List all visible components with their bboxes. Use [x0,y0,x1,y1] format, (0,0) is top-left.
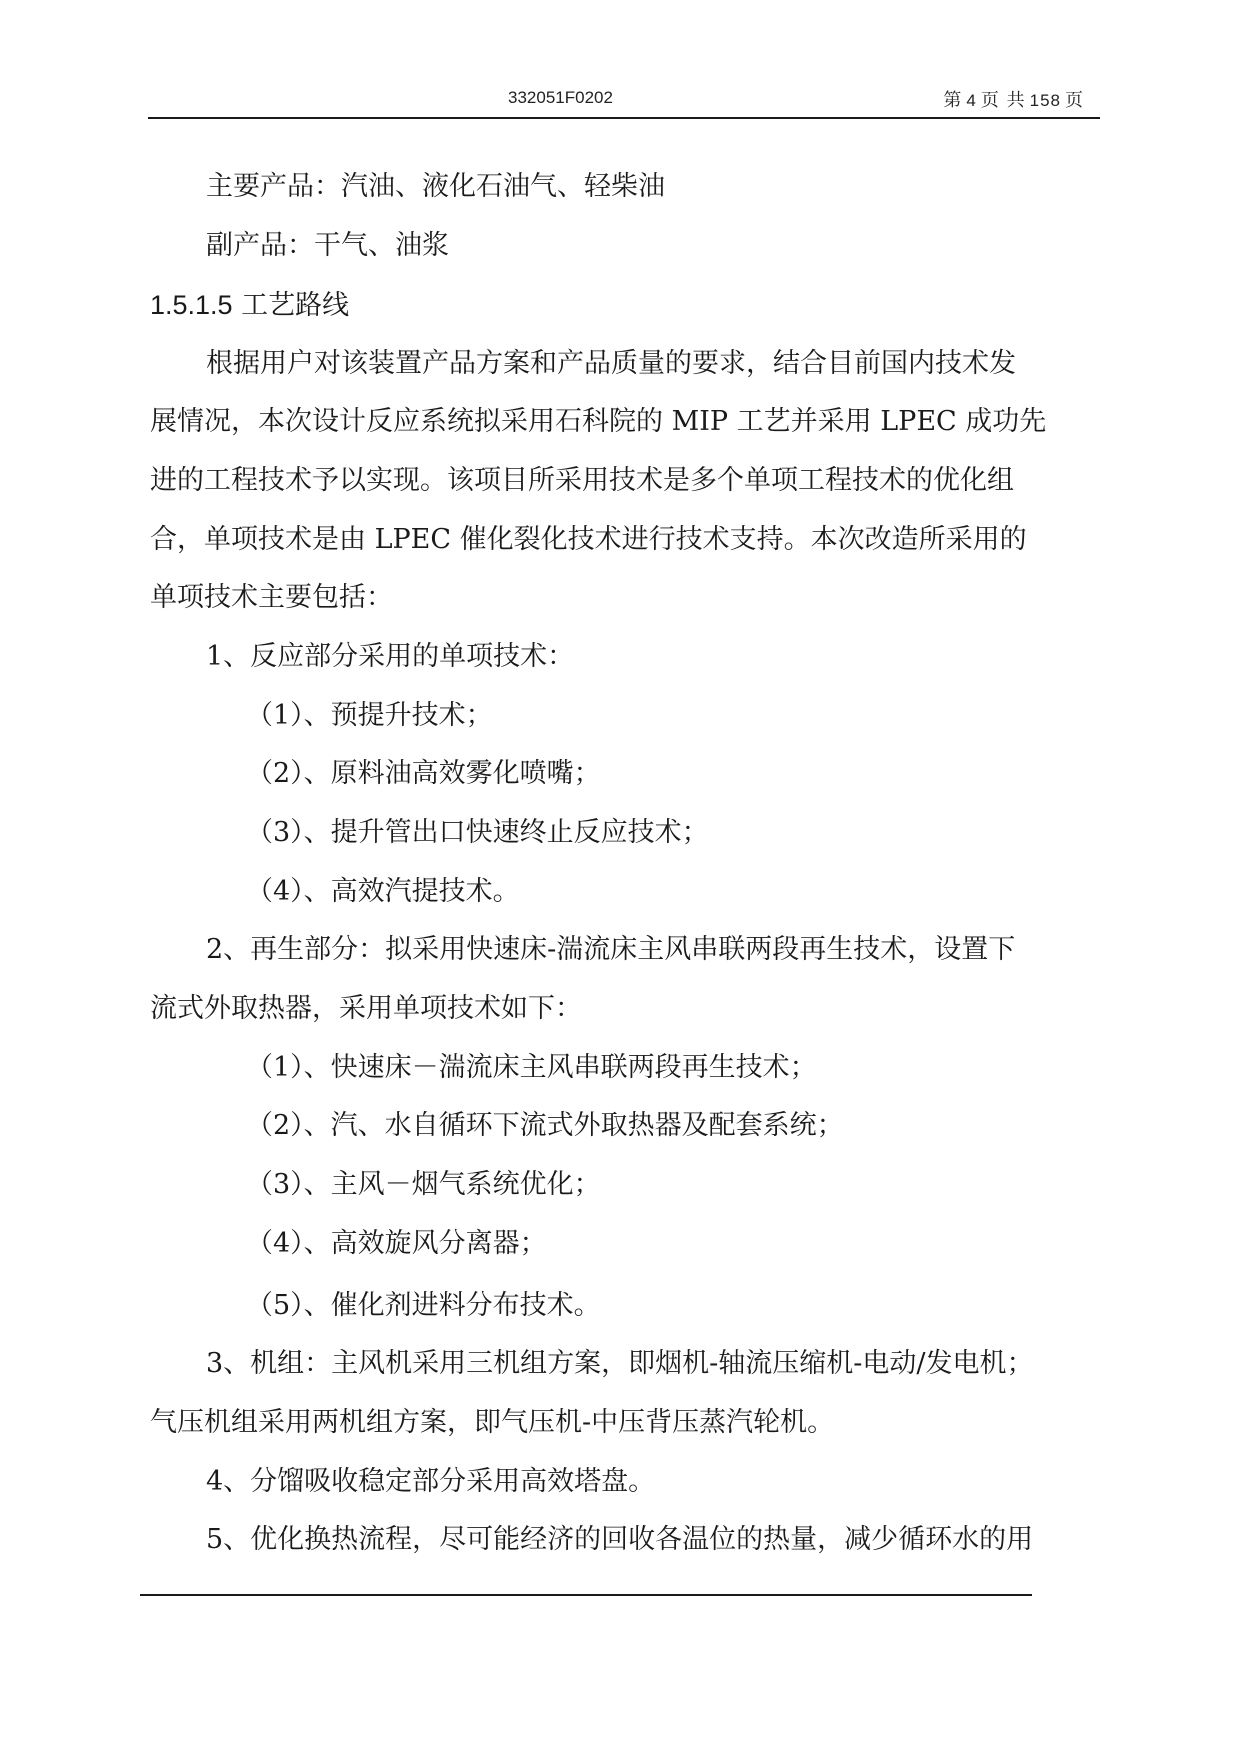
list-item-title: 4、分馏吸收稳定部分采用高效塔盘。 [206,1466,656,1497]
list-item-title: 1、反应部分采用的单项技术： [206,641,575,672]
sub-list-item: （3）、提升管出口快速终止反应技术； [246,817,709,848]
sub-list-item: （3）、主风－烟气系统优化； [246,1169,601,1200]
page-prefix: 第 [943,90,963,111]
paragraph-line: 气压机组采用两机组方案，即气压机-中压背压蒸汽轮机。 [150,1407,835,1438]
page-header [148,86,1100,116]
section-number: 1.5.1.5 [150,290,233,320]
list-item-title: 3、机组：主风机采用三机组方案，即烟机-轴流压缩机-电动/发电机； [206,1348,1034,1379]
header-rule [148,117,1100,119]
paragraph-line: 展情况，本次设计反应系统拟采用石科院的 MIP 工艺并采用 LPEC 成功先 [150,406,1047,437]
page-total: 158 [1029,91,1061,110]
sub-list-item: （4）、高效汽提技术。 [246,876,520,907]
paragraph-line: 合，单项技术是由 LPEC 催化裂化技术进行技术支持。本次改造所采用的 [150,524,1027,555]
document-code: 332051F0202 [508,88,613,107]
list-item-title: 2、再生部分：拟采用快速床-湍流床主风串联两段再生技术，设置下 [206,934,1016,965]
page-number: 4 [966,91,977,110]
by-products-line: 副产品：干气、油浆 [206,230,449,261]
paragraph-line: 根据用户对该装置产品方案和产品质量的要求，结合目前国内技术发 [206,348,1016,379]
sub-list-item: （4）、高效旋风分离器； [246,1228,547,1259]
sub-list-item: （1）、预提升技术； [246,700,493,731]
footer-rule [140,1594,1032,1596]
list-item-title: 5、优化换热流程，尽可能经济的回收各温位的热量，减少循环水的用 [206,1524,1034,1555]
sub-list-item: （1）、快速床－湍流床主风串联两段再生技术； [246,1052,817,1083]
paragraph-line: 进的工程技术予以实现。该项目所采用技术是多个单项工程技术的优化组 [150,465,1014,496]
paragraph-line: 流式外取热器，采用单项技术如下： [150,993,582,1024]
main-products-line: 主要产品：汽油、液化石油气、轻柴油 [206,171,665,202]
sub-list-item: （5）、催化剂进料分布技术。 [246,1290,601,1321]
sub-list-item: （2）、汽、水自循环下流式外取热器及配套系统； [246,1110,844,1141]
section-title: 工艺路线 [241,290,350,321]
sub-list-item: （2）、原料油高效雾化喷嘴； [246,758,601,789]
page-mid: 页 共 [980,90,1026,111]
page-suffix: 页 [1065,90,1084,111]
page-indicator [943,86,1084,112]
paragraph-line: 单项技术主要包括： [150,582,393,613]
section-heading [150,288,349,323]
